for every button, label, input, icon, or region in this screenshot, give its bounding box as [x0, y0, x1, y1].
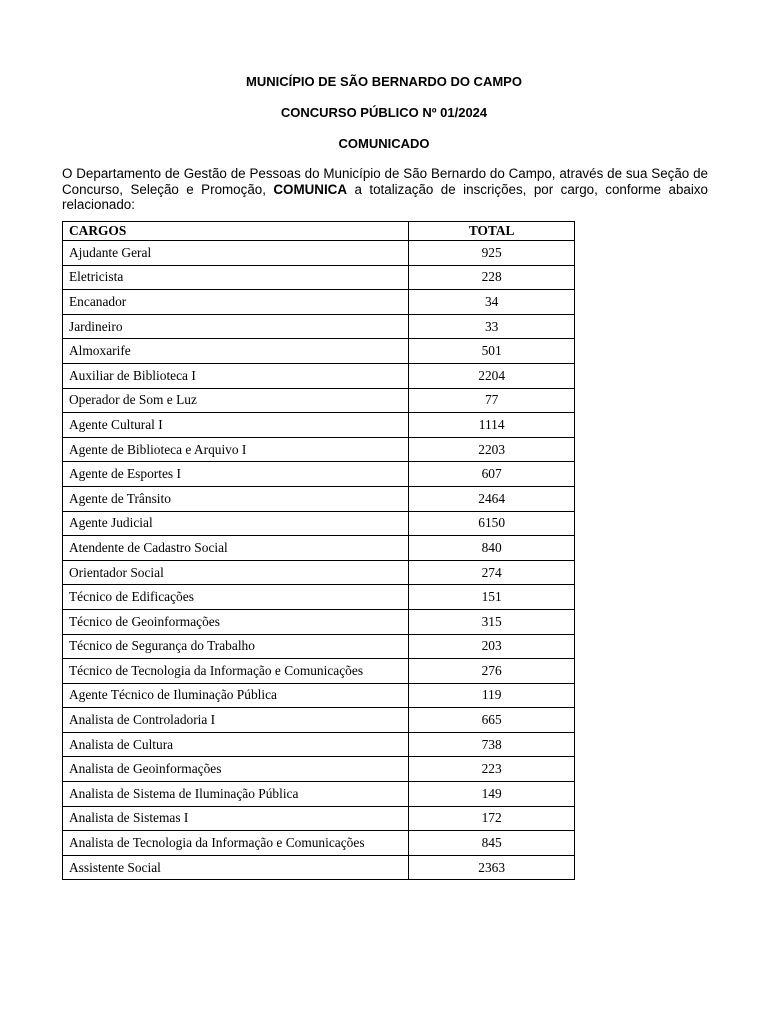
table-row [63, 855, 575, 880]
municipality-title: MUNICÍPIO DE SÃO BERNARDO DO CAMPO [246, 74, 522, 89]
table-row [63, 560, 575, 585]
table-row [63, 437, 575, 462]
total-cell: 2363 [409, 855, 575, 880]
table-row [63, 413, 575, 438]
cargo-cell: Analista de Cultura [63, 732, 409, 757]
total-cell: 77 [409, 388, 575, 413]
cargo-cell: Agente de Trânsito [63, 486, 409, 511]
table-row [63, 782, 575, 807]
total-cell: 274 [409, 560, 575, 585]
table-row [63, 585, 575, 610]
cargo-cell: Ajudante Geral [63, 241, 409, 266]
total-cell: 6150 [409, 511, 575, 536]
cargo-cell: Técnico de Segurança do Trabalho [63, 634, 409, 659]
total-cell: 2203 [409, 437, 575, 462]
table-row [63, 339, 575, 364]
cargo-cell: Analista de Controladoria I [63, 708, 409, 733]
table-row [63, 757, 575, 782]
table-row [63, 265, 575, 290]
cargo-cell: Eletricista [63, 265, 409, 290]
table-header-row [63, 222, 575, 241]
cargo-cell: Auxiliar de Biblioteca I [63, 363, 409, 388]
cargo-cell: Técnico de Tecnologia da Informação e Comunicações [63, 659, 409, 684]
total-cell: 203 [409, 634, 575, 659]
cargo-cell: Analista de Tecnologia da Informação e Comunicações [63, 831, 409, 856]
table-row [63, 634, 575, 659]
cargo-cell: Agente Cultural I [63, 413, 409, 438]
intro-text-after: a totalização de inscrições, por cargo, conforme abaixo relacionado: [62, 181, 708, 213]
registrations-table [62, 221, 575, 880]
table-row [63, 511, 575, 536]
intro-bold-word: COMUNICA [273, 181, 348, 197]
cargo-cell: Encanador [63, 290, 409, 315]
total-cell: 665 [409, 708, 575, 733]
cargo-cell: Atendente de Cadastro Social [63, 536, 409, 561]
total-cell: 172 [409, 806, 575, 831]
table-row [63, 609, 575, 634]
cargo-cell: Operador de Som e Luz [63, 388, 409, 413]
cargo-cell: Analista de Geoinformações [63, 757, 409, 782]
total-cell: 223 [409, 757, 575, 782]
cargo-cell: Analista de Sistema de Iluminação Pública [63, 782, 409, 807]
table-body [63, 241, 575, 880]
cargo-cell: Agente de Esportes I [63, 462, 409, 487]
table-row [63, 486, 575, 511]
total-cell: 1114 [409, 413, 575, 438]
total-cell: 149 [409, 782, 575, 807]
total-cell: 607 [409, 462, 575, 487]
table-row [63, 388, 575, 413]
cargo-cell: Jardineiro [63, 314, 409, 339]
table-row [63, 290, 575, 315]
total-cell: 2204 [409, 363, 575, 388]
notice-title: COMUNICADO [338, 136, 430, 151]
total-cell: 34 [409, 290, 575, 315]
cargo-cell: Agente Técnico de Iluminação Pública [63, 683, 409, 708]
table-row [63, 314, 575, 339]
total-cell: 276 [409, 659, 575, 684]
table-row [63, 462, 575, 487]
table-row [63, 683, 575, 708]
table-row [63, 363, 575, 388]
table-row [63, 536, 575, 561]
total-cell: 738 [409, 732, 575, 757]
cargo-cell: Agente de Biblioteca e Arquivo I [63, 437, 409, 462]
total-cell: 315 [409, 609, 575, 634]
total-cell: 925 [409, 241, 575, 266]
total-cell: 119 [409, 683, 575, 708]
cargo-cell: Assistente Social [63, 855, 409, 880]
total-cell: 2464 [409, 486, 575, 511]
contest-title: CONCURSO PÚBLICO Nº 01/2024 [280, 105, 488, 120]
table-row [63, 831, 575, 856]
total-cell: 151 [409, 585, 575, 610]
intro-paragraph [62, 166, 708, 213]
total-cell: 840 [409, 536, 575, 561]
table-row [63, 708, 575, 733]
header-total: TOTAL [409, 222, 575, 241]
total-cell: 228 [409, 265, 575, 290]
intro-text-before: O Departamento de Gestão de Pessoas do Município de São Bernardo do Campo, através de sua Seção de Concurso, Seleção e Promoção, [62, 166, 708, 197]
table-row [63, 659, 575, 684]
cargo-cell: Agente Judicial [63, 511, 409, 536]
header-cargos: CARGOS [63, 222, 409, 241]
cargo-cell: Técnico de Geoinformações [63, 609, 409, 634]
cargo-cell: Almoxarife [63, 339, 409, 364]
cargo-cell: Analista de Sistemas I [63, 806, 409, 831]
total-cell: 845 [409, 831, 575, 856]
table-row [63, 241, 575, 266]
total-cell: 501 [409, 339, 575, 364]
table-row [63, 806, 575, 831]
total-cell: 33 [409, 314, 575, 339]
cargo-cell: Orientador Social [63, 560, 409, 585]
cargo-cell: Técnico de Edificações [63, 585, 409, 610]
table-row [63, 732, 575, 757]
